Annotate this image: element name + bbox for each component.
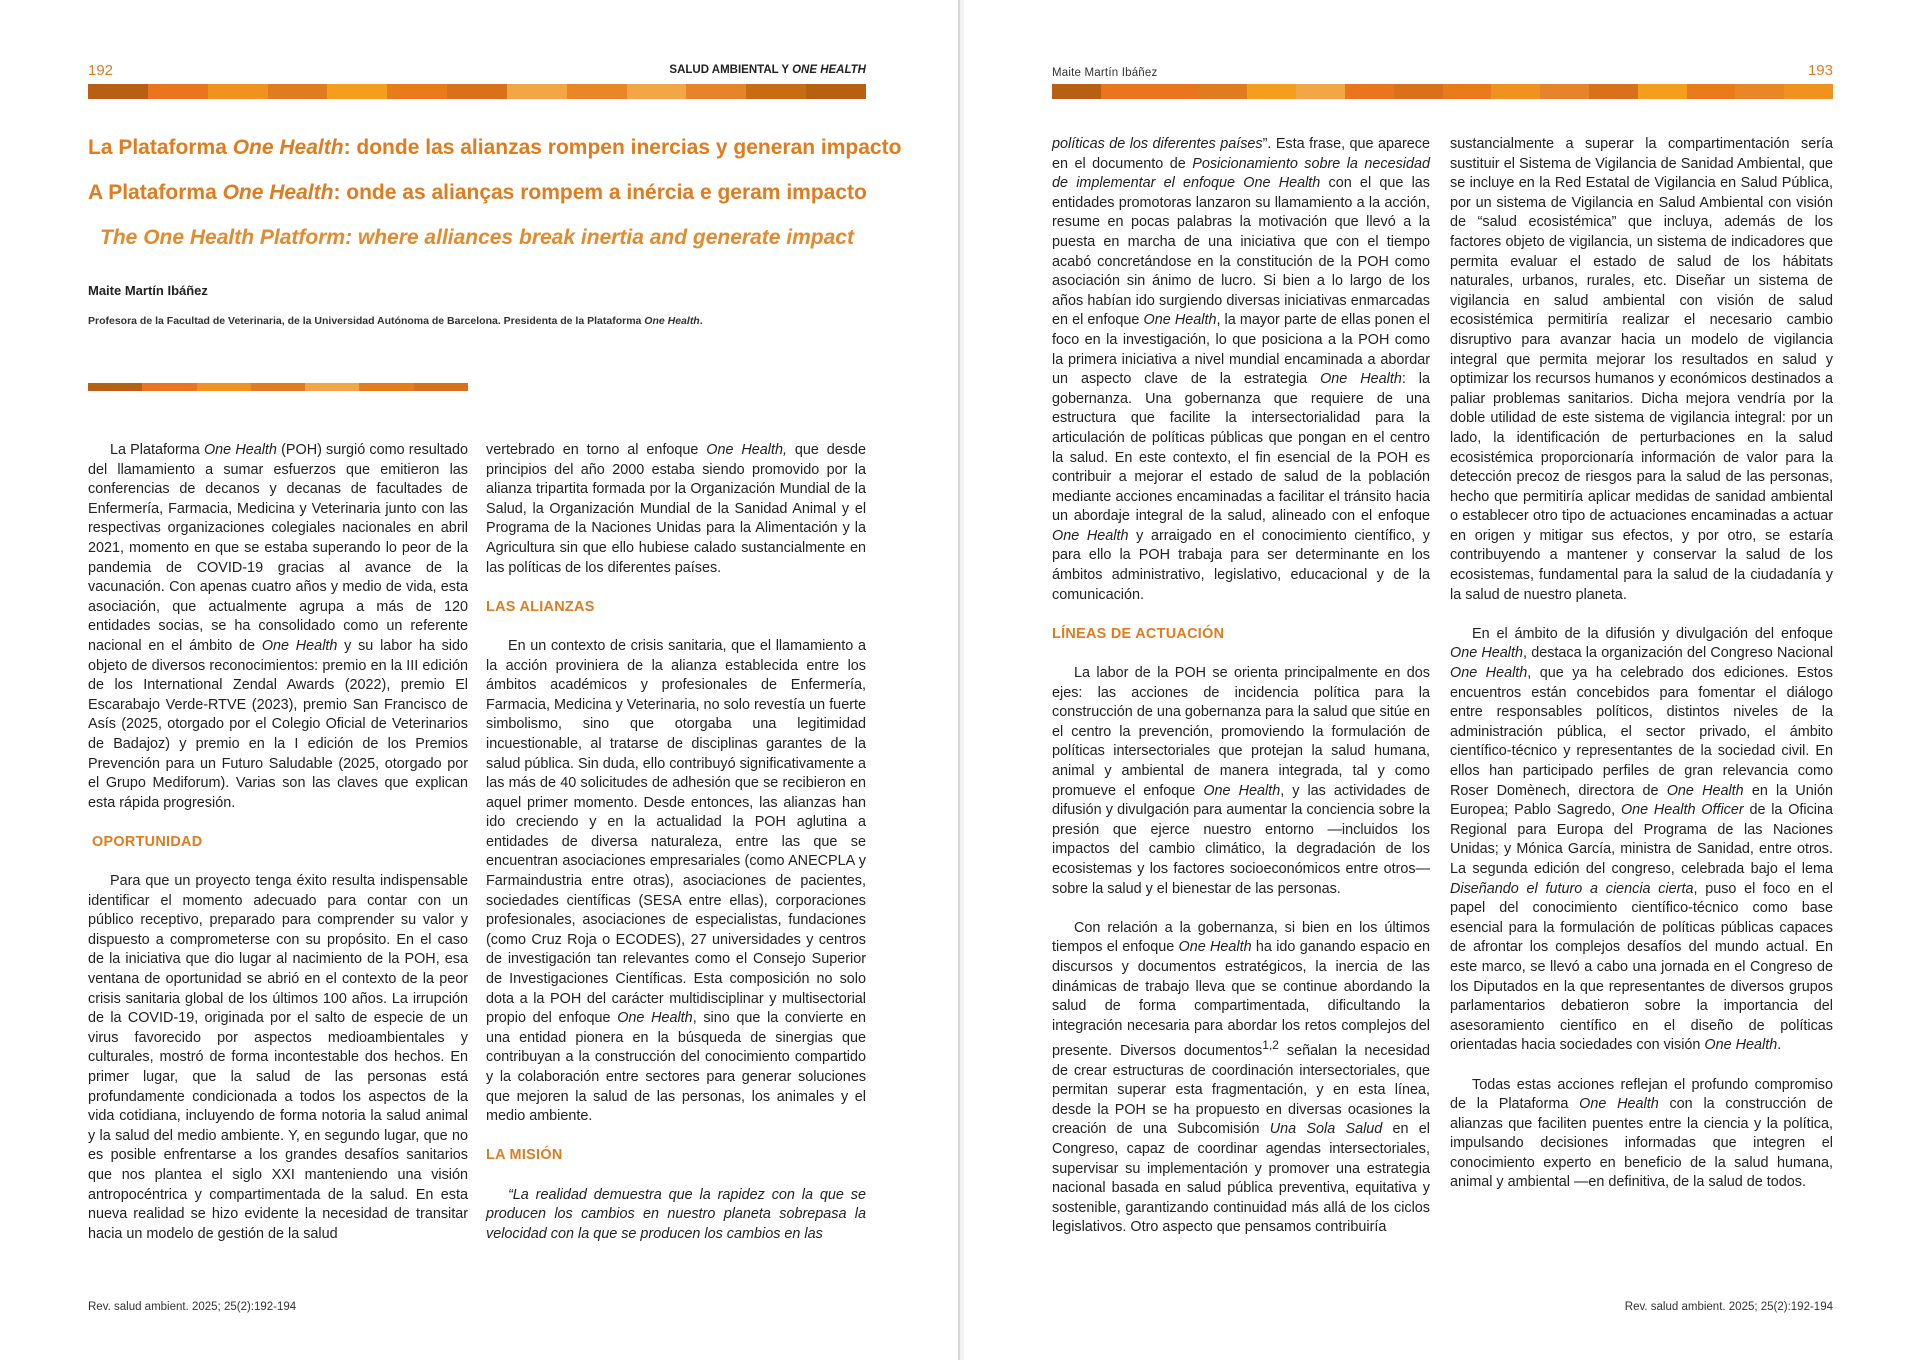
text-line: los ámbitos académicos y profesionales de Enfermería, xyxy=(486,657,866,694)
stripe-segment xyxy=(1735,84,1784,99)
text-line: Regional para Europa del Programa de las Naciones xyxy=(1450,821,1833,838)
text-line: sustancialmente a superar la compartimentación sería xyxy=(1450,136,1833,152)
text-line: En ellos han participado perfiles de gran relevancia como xyxy=(1450,743,1834,779)
stripe-segment xyxy=(806,84,866,99)
text-line: de investigación tan relevantes como el Consejo Superior xyxy=(486,951,866,968)
running-head-author: Maite Martín Ibáñez xyxy=(1052,67,1158,79)
text-line: Congreso, capaz de coordinar agendas intersectoriales, xyxy=(1052,1141,1430,1158)
text-line: como promueve el enfoque One Health, y las actividades xyxy=(1052,763,1430,799)
text-line: esa ventana de oportunidad se abrió en el contexto de xyxy=(88,951,468,988)
text-line: soluciones que mejoren la salud de las personas, los xyxy=(486,1069,867,1105)
text-line: Pública, por un sistema de Vigilancia en Salud Ambiental xyxy=(1450,175,1833,211)
text-line: humana, animal y ambiental de manera integrada, tal y xyxy=(1052,743,1430,779)
stripe-segment xyxy=(305,383,359,391)
stripe-segment xyxy=(1101,84,1150,99)
text-line: como asociación sin ánimo de lucro. Si bien a lo largo xyxy=(1052,253,1430,290)
stripe-segment xyxy=(1540,84,1589,99)
stripe-segment xyxy=(447,84,507,99)
stripe-segment xyxy=(1296,84,1345,99)
text-line: tiempos el enfoque One Health ha ido ganando espacio xyxy=(1052,939,1410,956)
text-line: de políticas intersectoriales que protejan la salud xyxy=(1052,723,1430,760)
text-line: lugar, que no es posible enfrentarse a los grandes desafíos xyxy=(88,1127,468,1164)
difusion-paragraph xyxy=(1450,625,1833,1056)
text-line: la peor crisis sanitaria global de los últimos 100 años. La xyxy=(88,971,468,1007)
text-line: compartido y la colaboración entre sectores para generar xyxy=(486,1049,867,1085)
stripe-segment xyxy=(208,84,268,99)
text-line: del presente. Diversos documentos$^{1,2}$ señalan la necesidad xyxy=(1052,1017,1431,1060)
text-line: “La realidad demuestra que la rapidez con la que xyxy=(508,1186,844,1203)
text-line: en la salud ecosistémica proporcionaría información de xyxy=(1450,429,1834,466)
text-line: de difusión y divulgación para aumentar la conciencia xyxy=(1052,782,1430,819)
text-line: de los factores objeto de vigilancia, un sistema de xyxy=(1450,214,1834,250)
text-line: en el centro la prevención, promoviendo la formulación xyxy=(1052,704,1430,740)
text-line: profundamente condicionada a todos los aspectos de xyxy=(88,1088,450,1105)
text-line: en el documento de Posicionamiento sobre la necesidad xyxy=(1052,155,1430,172)
text-line: por otro, se estaría contribuyendo a mantener y conservar xyxy=(1450,527,1834,564)
text-line: a entidades de diversa naturaleza, entre las que se xyxy=(486,814,866,850)
decorative-stripe xyxy=(88,84,866,99)
mision-continued-paragraph xyxy=(1052,135,1430,605)
text-line: En un contexto de crisis sanitaria, que el llamamiento xyxy=(508,637,854,654)
text-line: Unidas; y Mónica García, ministra de Sanidad, entre otros. xyxy=(1450,841,1833,858)
text-line: dispuesto a comprometerse con su propósito. En el caso xyxy=(88,931,468,948)
text-line: a la POH como la primera iniciativa a nivel mundial xyxy=(1052,331,1431,368)
stripe-segment xyxy=(1784,84,1833,99)
text-line: de implementar el enfoque One Health con el que las xyxy=(1052,175,1430,192)
text-line: del llamamiento a sumar esfuerzos que emitieron las xyxy=(88,461,468,478)
text-line: Europea; Pablo Sagredo, One Health Officer de la Oficina xyxy=(1450,802,1833,819)
text-line: profesionales, asociaciones de especialistas, fundaciones xyxy=(486,912,866,929)
text-line: permitan superar esta fragmentación, y en esta línea, xyxy=(1052,1082,1430,1099)
text-line: de la administración pública, el sector privado, el ámbito xyxy=(1450,704,1833,740)
stripe-segment xyxy=(268,84,328,99)
stripe-segment xyxy=(1394,84,1443,99)
text-line: fuerte simbolismo, sino que otorgaba una legitimidad xyxy=(486,696,866,733)
text-line: los impactos del cambio climático, la degradación de xyxy=(1052,821,1430,858)
text-line: de la comunicación. xyxy=(1052,567,1430,603)
stripe-segment xyxy=(148,84,208,99)
text-line: sostenible, garantizando continuidad más allá de los ciclos xyxy=(1052,1199,1430,1216)
text-line: otorgado por el Grupo Mediforum). Varias son las claves xyxy=(88,755,469,792)
gobernanza-paragraph xyxy=(1052,919,1430,1238)
stripe-segment xyxy=(686,84,746,99)
text-line: referente nacional en el ámbito de One Health y su labor xyxy=(88,618,468,654)
section-heading-mision: LA MISIÓN xyxy=(486,1147,563,1164)
text-line: salud pública. Sin duda, ello contribuyó significativamente xyxy=(486,755,854,772)
text-line: En el ámbito de la difusión y divulgación del enfoque xyxy=(1472,625,1833,642)
text-line: las respectivas organizaciones colegiales nacionales xyxy=(88,500,468,537)
text-line: público receptivo, preparado para comprender su valor y xyxy=(88,912,468,929)
page-number: 193 xyxy=(1807,62,1833,79)
text-line: la creación de una Subcomisión Una Sola Salud en el xyxy=(1052,1101,1431,1138)
text-line: sociedades científicas (SESA entre ellas), corporaciones xyxy=(486,892,866,909)
stripe-segment xyxy=(1247,84,1296,99)
text-line: en las políticas de los diferentes países. xyxy=(486,539,867,576)
text-line: Para que un proyecto tenga éxito resulta indispensable xyxy=(110,873,468,890)
text-line: La Plataforma One Health (POH) surgió como resultado xyxy=(110,442,468,458)
text-line: en los ámbitos administrativo, legislativo, educacional y xyxy=(1052,547,1431,584)
text-line: que explican esta rápida progresión. xyxy=(88,775,468,811)
stripe-segment xyxy=(567,84,627,99)
stripe-segment xyxy=(387,84,447,99)
running-head: SALUD AMBIENTAL Y ONE HEALTH xyxy=(669,64,866,76)
text-line: lo peor de la pandemia de COVID-19 gracias al avance xyxy=(88,539,469,576)
stripe-segment xyxy=(746,84,806,99)
text-line: integral: por un lado, la identificación de perturbaciones xyxy=(1450,410,1834,446)
mision-paragraph xyxy=(486,1186,866,1245)
text-line: Francisco de Asís (2025, otorgado por el Colegio Oficial xyxy=(88,696,469,733)
text-line: La labor de la POH se orienta principalmente en xyxy=(1074,665,1401,682)
text-line: la Agricultura sin que ello hubiese calado sustancialmente xyxy=(486,520,866,556)
text-line: la salud de los ecosistemas, fundamental para la salud de la xyxy=(1450,547,1833,584)
text-line: sanidad ambiental o establecer otro tipo de actuaciones xyxy=(1450,488,1833,525)
alianzas-paragraph xyxy=(486,637,866,1127)
text-line: entidades promotoras lanzaron su llamamiento a la xyxy=(1052,194,1381,211)
text-line: principios del año 2000 estaba siendo promovido por la xyxy=(486,461,866,478)
text-line: construcción de una gobernanza para la salud que sitúe xyxy=(1052,704,1410,721)
text-line: papel del conocimiento científico-técnico como base xyxy=(1450,900,1833,917)
text-line: desde la POH se ha propuesto en diversas ocasiones xyxy=(1052,1101,1413,1118)
title-spanish: La Plataforma One Health: donde las alianzas rompen inercias y generan impacto xyxy=(88,136,902,159)
text-line: salud y optimizar los recursos humanos y económicos xyxy=(1450,351,1833,388)
text-line: ha sido objeto de diversos reconocimientos: premio en xyxy=(88,637,469,674)
column-3 xyxy=(1052,135,1430,1238)
text-line: otros— sobre la salud y el bienestar de las personas. xyxy=(1052,860,1430,897)
text-line: Estos encuentros están concebidos para fomentar el xyxy=(1450,665,1834,701)
text-line: a la acción proviniera de la alianza establecida entre xyxy=(486,637,866,674)
text-line: de la Plataforma One Health con la construcción de xyxy=(1450,1096,1833,1113)
text-line: Diseñando el futuro a ciencia cierta, puso el foco en el xyxy=(1450,880,1833,897)
text-line: de Veterinarios de Badajoz) y premio en la I edición de xyxy=(88,716,468,752)
lineas-paragraph xyxy=(1052,664,1430,899)
right-page xyxy=(964,0,1920,1360)
stripe-segment xyxy=(1443,84,1492,99)
stripe-segment xyxy=(88,84,148,99)
text-line: políticas de los diferentes países”. Esta frase, que aparece xyxy=(1052,136,1430,152)
text-line: vertebrado en torno al enfoque One Health, que desde xyxy=(486,442,867,458)
stripe-segment xyxy=(327,84,387,99)
text-line: Con relación a la gobernanza, si bien en los últimos xyxy=(1074,919,1430,936)
text-line: vida, esta asociación, que actualmente agrupa a más xyxy=(88,579,468,615)
section-heading-alianzas: LAS ALIANZAS xyxy=(486,598,595,615)
text-line: nacional basada en salud pública preventiva, equitativa y xyxy=(1052,1180,1430,1197)
text-line: ellas ponen el foco en la investigación, lo que posiciona xyxy=(1052,312,1431,348)
text-line: en discursos y documentos estratégicos, la inercia de las xyxy=(1052,939,1430,975)
text-line: En esta nueva realidad se hizo evidente la necesidad xyxy=(88,1186,468,1223)
stripe-segment xyxy=(1687,84,1736,99)
left-page xyxy=(0,0,958,1360)
text-line: Enfermería, Farmacia, Medicina y Veterinaria junto con xyxy=(88,500,445,517)
text-line: centro la salud. En este contexto, el fin esencial de la POH xyxy=(1052,429,1430,466)
text-line: de crear estructuras de coordinación intersectoriales, que xyxy=(1052,1062,1430,1079)
text-line: identificar el momento adecuado para contar con un xyxy=(88,892,468,909)
stripe-segment xyxy=(197,383,251,391)
stripe-segment xyxy=(1589,84,1638,99)
author-affiliation: Profesora de la Facultad de Veterinaria, de la Universidad Autónoma de Barcelona. Presidenta de la Plataforma One Health. xyxy=(88,315,703,327)
text-line: dota a la POH del carácter multidisciplinar y multisectorial xyxy=(486,990,866,1007)
text-line: sanitarios que nos plantea el siglo XXI manteniendo una xyxy=(88,1147,468,1183)
text-line: impulsando decisiones informadas que integren el xyxy=(1450,1135,1833,1152)
text-line: la velocidad con la que se producen los cambios en las xyxy=(486,1206,866,1242)
text-line: indicadores que permita evaluar el estado de salud de xyxy=(1450,233,1834,270)
text-line: de la vacunación. Con apenas cuatro años y medio de xyxy=(88,559,468,596)
stripe-segment xyxy=(414,383,468,391)
stripe-segment xyxy=(88,383,142,391)
text-line: grupos parlamentarios debatieron sobre la importancia xyxy=(1450,978,1833,1015)
page-number: 192 xyxy=(88,62,114,79)
column-1 xyxy=(88,441,468,1244)
stripe-segment xyxy=(1198,84,1247,99)
text-line: a las más de 40 solicitudes de adhesión que se recibieron xyxy=(486,755,866,792)
stripe-segment xyxy=(1638,84,1687,99)
text-line: de las personas, hecho que permitiría aplicar medidas de xyxy=(1450,469,1834,505)
text-line: incuestionable, al tratarse de disciplinas garantes de la xyxy=(486,735,866,752)
text-line: la articulación de políticas públicas que pongan en el xyxy=(1052,410,1430,446)
text-line: de un virus favorecido por aspectos medioambientales xyxy=(88,1010,469,1046)
text-line: encuentran asociaciones empresariales (como ANECPLA xyxy=(486,853,855,870)
vigilancia-paragraph xyxy=(1450,135,1833,605)
intro-paragraph xyxy=(88,441,468,813)
text-line: de salud ecosistémica permitiría realizar el necesario xyxy=(1450,292,1833,329)
stripe-segment xyxy=(1150,84,1199,99)
text-line: One Health, destaca la organización del Congreso xyxy=(1450,645,1773,662)
text-line: En primer lugar, que la salud de las personas está xyxy=(88,1049,468,1085)
text-line: Farmacia, Medicina y Veterinaria, no solo revestía un xyxy=(486,696,826,713)
text-line: de la iniciativa que dio lugar al nacimiento de la POH, xyxy=(88,951,440,968)
text-line: sobre la presión que ejerce nuestro entorno —incluidos xyxy=(1052,802,1431,838)
text-line: legislativos. Otro aspecto que pensamos contribuiría xyxy=(1052,1219,1387,1236)
stripe-segment xyxy=(359,383,413,391)
stripe-segment xyxy=(507,84,567,99)
text-line: vendría por la doble utilidad de este sistema de vigilancia xyxy=(1450,390,1833,427)
text-line: a la puesta en marcha de una iniciativa que con el tiempo xyxy=(1052,214,1430,250)
text-line: ciudadanía y la salud de nuestro planeta. xyxy=(1450,567,1833,603)
stripe-segment xyxy=(251,383,305,391)
text-line: mediante acciones encaminadas a facilitar el tránsito xyxy=(1052,488,1392,505)
text-line: se producen los cambios en nuestro planeta sobrepasa xyxy=(486,1186,866,1223)
text-line: premio El Escarabajo Verde-RTVE (2023), premio San xyxy=(88,677,469,713)
text-line: irrupción de la COVID-19, originada por el salto de especie xyxy=(88,990,469,1027)
text-line: valor para la detección precoz de riesgos para la salud xyxy=(1450,449,1833,486)
text-line: de los años habían ido surgiendo diversas iniciativas xyxy=(1052,273,1430,309)
text-line: encaminadas a actuar en origen y mitigar sus efectos, y xyxy=(1450,508,1834,544)
text-line: que se incluye en la Red Estatal de Vigilancia en Salud xyxy=(1450,155,1833,192)
text-line: el Programa de la Naciones Unidas para la Alimentación y xyxy=(486,500,867,537)
text-line: alianza tripartita formada por la Organización Mundial de xyxy=(486,481,851,498)
text-line: de 120 entidades socias, se ha consolidado como un xyxy=(88,598,469,635)
text-line: acabó concretándose en la constitución de la POH xyxy=(1052,253,1389,270)
text-line: es contribuir a mejorar el estado de salud de la población xyxy=(1052,449,1431,486)
text-line: orientadas hacia sociedades con visión One Health. xyxy=(1450,1037,1782,1054)
decorative-stripe-short xyxy=(88,383,468,391)
text-line: One Health: la gobernanza. Una gobernanza que requiere xyxy=(1052,371,1431,407)
text-line: sustituir el Sistema de Vigilancia de Sanidad Ambiental, xyxy=(1450,155,1805,172)
section-heading-oportunidad: OPORTUNIDAD xyxy=(92,833,203,850)
text-line: enmarcadas en el enfoque One Health, la mayor parte de xyxy=(1052,292,1430,329)
text-line: que contribuyan a la construcción del conocimiento xyxy=(486,1029,866,1066)
text-line: visión antropocéntrica y compartimentada de la salud. xyxy=(88,1166,469,1203)
text-line: dos ejes: las acciones de incidencia política para la xyxy=(1052,665,1430,701)
text-line: los hábitats naturales, urbanos, rurales, etc. Diseñar un xyxy=(1450,253,1834,290)
footer-citation: Rev. salud ambient. 2025; 25(2):192-194 xyxy=(88,1301,297,1313)
text-line: animal y ambiental —en definitiva, de la salud de todos. xyxy=(1450,1174,1806,1191)
title-portuguese: A Plataforma One Health: onde as alianças rompem a inércia e geram impacto xyxy=(88,181,867,204)
text-line: científico-técnico y representantes de la sociedad civil. xyxy=(1450,743,1810,760)
text-line: vigilancia integral que permita mejorar los resultados en xyxy=(1450,331,1834,368)
text-line: en aquel primer momento. Desde entonces, las alianzas xyxy=(486,775,867,811)
text-line: en abril 2021, momento en que se estaba superando xyxy=(88,520,469,556)
text-line: cambio disruptivo para avanzar hacia un modelo de xyxy=(1450,312,1834,348)
stripe-segment xyxy=(627,84,687,99)
text-line: alianzas que faciliten puentes entre la ciencia y la política, xyxy=(1450,1115,1833,1132)
text-line: Nacional One Health, que ya ha celebrado dos ediciones. xyxy=(1450,645,1834,682)
text-line: propio del enfoque One Health, sino que la convierte xyxy=(486,1010,844,1027)
text-line: Todas estas acciones reflejan el profundo compromiso xyxy=(1472,1076,1833,1093)
text-line: enfoque One Health y arraigado en el conocimiento xyxy=(1052,508,1430,544)
text-line: y Farmaindustria entre otras), asociaciones de pacientes, xyxy=(486,853,866,890)
title-english: The One Health Platform: where alliances break inertia and generate impact xyxy=(100,226,854,249)
stripe-segment xyxy=(1345,84,1394,99)
section-heading-lineas: LÍNEAS DE ACTUACIÓN xyxy=(1052,625,1225,642)
text-line: los Premios Prevención para un Futuro Saludable (2025, xyxy=(88,735,468,772)
text-line: animal y la salud del medio ambiente. Y, en segundo xyxy=(88,1108,469,1144)
text-line: de los Diputados en la que representantes de diversos xyxy=(1450,958,1833,995)
footer-citation: Rev. salud ambient. 2025; 25(2):192-194 xyxy=(1624,1301,1833,1313)
stripe-segment xyxy=(142,383,196,391)
column-2 xyxy=(486,441,866,1244)
stripe-segment xyxy=(1491,84,1540,99)
text-line: de una estructura que facilite la intersectorialidad para xyxy=(1052,390,1430,427)
conclusion-paragraph xyxy=(1450,1076,1833,1194)
text-line: hacia un abordaje integral de la salud, alineado con el xyxy=(1052,488,1431,525)
text-line: Roser Domènech, directora de One Health en la Unión xyxy=(1450,782,1834,799)
text-line: con visión de “salud ecosistémica” que incluya, además xyxy=(1450,194,1834,231)
column-4 xyxy=(1450,135,1833,1193)
decorative-stripe xyxy=(1052,84,1833,99)
text-line: integración necesaria para abordar los retos complejos xyxy=(1052,1017,1407,1034)
text-line: dinámicas de trabajo lleva que se continue abordando xyxy=(1052,978,1413,995)
text-line: La segunda edición del congreso, celebrada bajo el lema xyxy=(1450,860,1833,877)
text-line: destinados a paliar problemas sanitarios. Dicha mejora xyxy=(1450,371,1834,407)
text-line: la salud de forma compartimentada, dificultando la xyxy=(1052,978,1430,1015)
text-line: la III edición de los International Zendal Awards (2022), xyxy=(88,657,468,694)
text-line: conocimiento experto en beneficio de la salud humana, xyxy=(1450,1154,1833,1171)
text-line: acción, resume en pocas palabras la motivación que llevó xyxy=(1052,194,1431,231)
text-line: la vida cotidiana, incluyendo de forma notoria la salud xyxy=(88,1088,469,1125)
text-line: en una entidad pionera en la búsqueda de sinergias xyxy=(486,1010,867,1046)
text-line: este marco, se llevó a cabo una jornada en el Congreso xyxy=(1450,958,1813,975)
stripe-segment xyxy=(1052,84,1101,99)
text-line: y culturales, mostró de forma incontestable dos hechos. xyxy=(88,1029,468,1066)
text-line: encaminada a abordar un aspecto clave de la estrategia xyxy=(1052,351,1430,388)
text-line: supervisar su implementación y promover una estrategia xyxy=(1052,1160,1430,1177)
text-line: de transitar hacia un modelo de gestión de la salud xyxy=(88,1206,469,1242)
text-line: conferencias de decanos y decanas de facultades de xyxy=(88,481,468,498)
text-line: los ecosistemas y los factores socioeconómicos entre xyxy=(1052,841,1431,877)
text-line: del asesoramiento científico en el diseño de políticas xyxy=(1450,998,1834,1034)
text-line: animales y el medio ambiente. xyxy=(486,1088,867,1125)
text-line: esencial para la formulación de políticas públicas capaces xyxy=(1450,919,1833,936)
text-line: de Investigaciones Científicas. Esta composición no solo xyxy=(486,971,866,988)
text-line: científico, y para ello la POH trabaja para ser determinante xyxy=(1052,527,1430,564)
text-line: de afrontar los complejos desafíos del mundo actual. En xyxy=(1450,939,1833,956)
text-line: (como Cruz Roja o ECODES), 27 universidades y centros xyxy=(486,931,866,948)
text-line: han ido creciendo y en la actualidad la POH aglutina xyxy=(486,794,866,831)
text-line: diálogo entre responsables políticos, distintos niveles xyxy=(1450,684,1834,721)
author-name: Maite Martín Ibáñez xyxy=(88,283,208,298)
continued-paragraph xyxy=(486,441,866,578)
oportunidad-paragraph xyxy=(88,872,468,1244)
text-line: la Salud, la Organización Mundial de la Sanidad Animal y xyxy=(486,481,866,517)
text-line: sistema de vigilancia en salud ambiental con visión xyxy=(1450,273,1834,309)
